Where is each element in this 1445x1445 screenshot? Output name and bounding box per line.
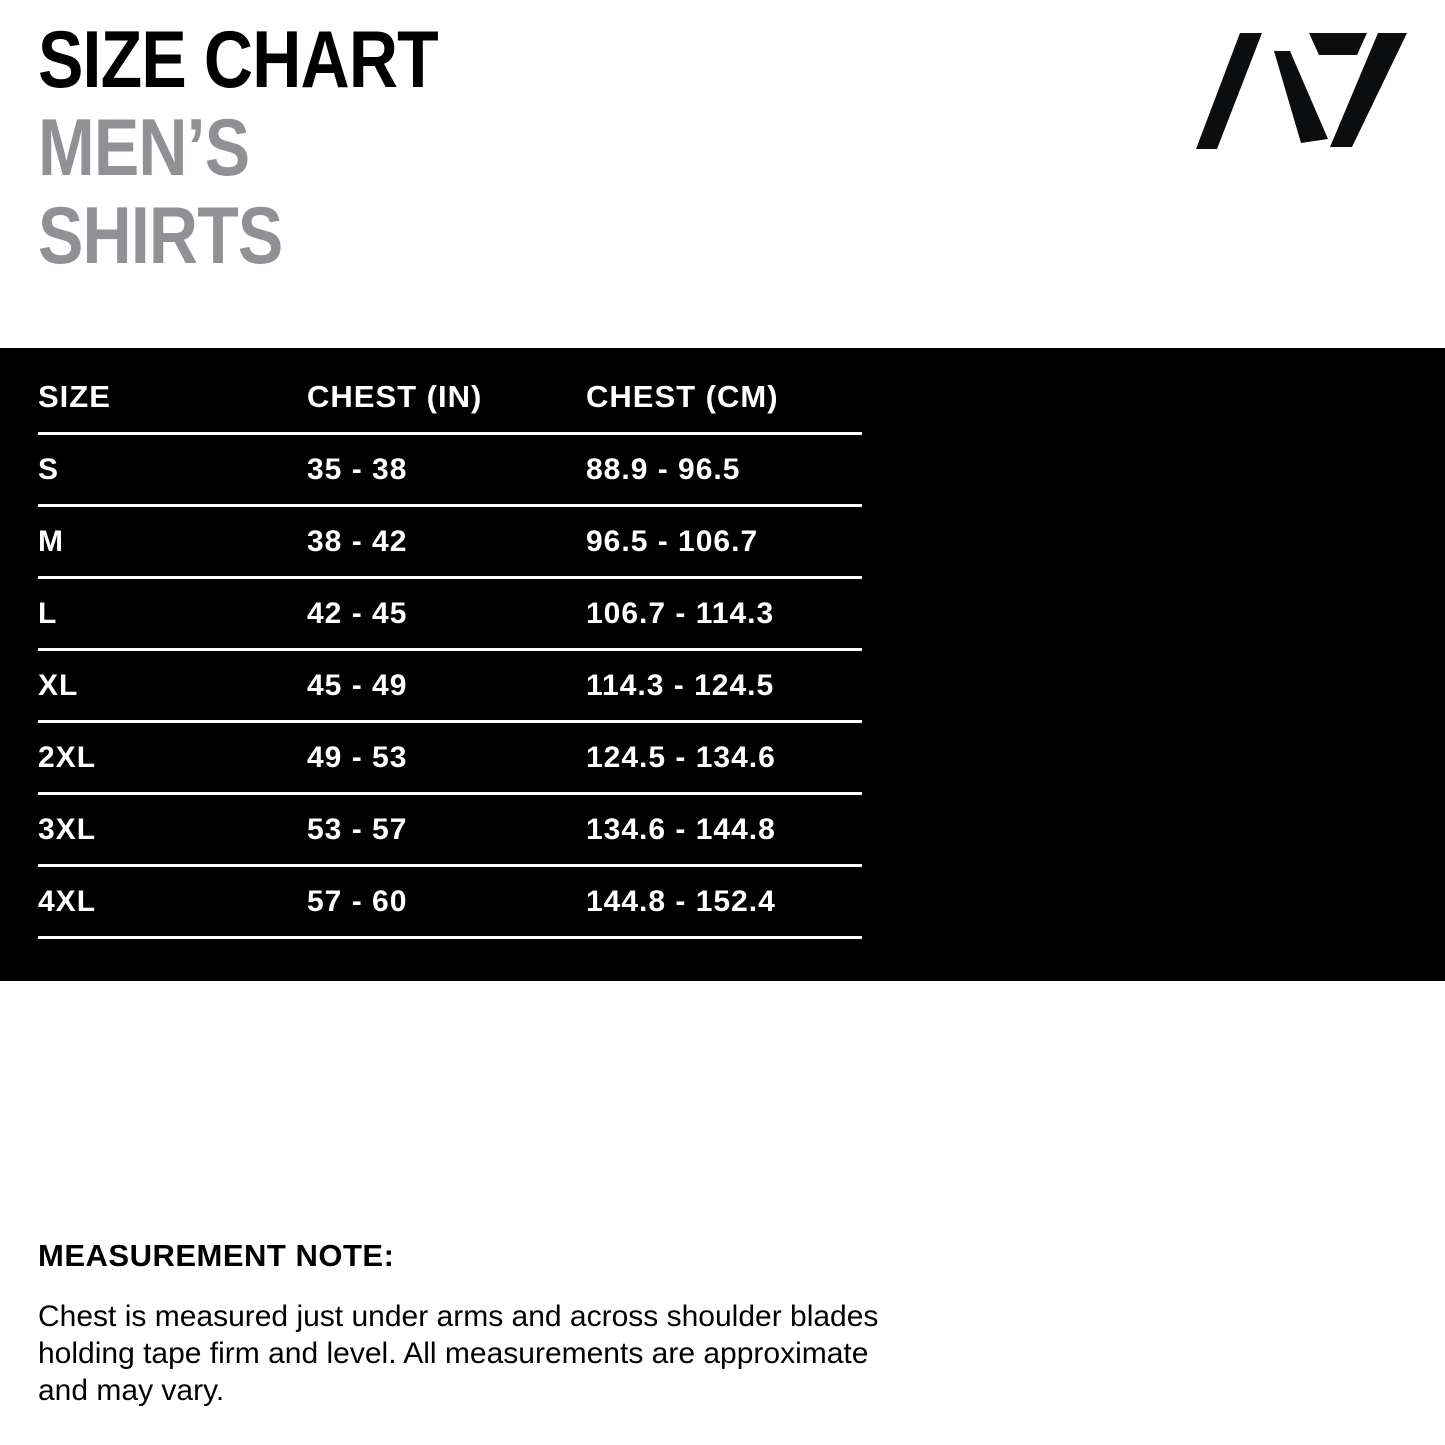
chest-cm-cell: 144.8 - 152.4 xyxy=(586,884,776,918)
chest-in-cell: 42 - 45 xyxy=(307,596,408,630)
size-cell: S xyxy=(38,452,60,486)
column-header-size: SIZE xyxy=(38,379,111,414)
table-row-xl xyxy=(38,651,862,723)
column-header-chest-in: CHEST (IN) xyxy=(307,379,483,414)
table-header-row xyxy=(38,348,862,435)
note-line: Chest is measured just under arms and across shoulder blades xyxy=(38,1300,879,1333)
chest-in-cell: 57 - 60 xyxy=(307,884,408,918)
size-cell: L xyxy=(38,596,58,630)
chest-cm-cell: 134.6 - 144.8 xyxy=(586,812,776,846)
measurement-note-body xyxy=(38,1298,878,1409)
chest-cm-cell: 88.9 - 96.5 xyxy=(586,452,741,486)
size-cell: M xyxy=(38,524,64,558)
table-row-2xl xyxy=(38,723,862,795)
chest-cm-cell: 106.7 - 114.3 xyxy=(586,596,775,630)
measurement-note xyxy=(38,1238,878,1409)
subtitle-category: MEN’S xyxy=(38,103,250,193)
subtitle-garment: SHIRTS xyxy=(38,191,283,281)
size-cell: 4XL xyxy=(38,884,97,918)
chest-cm-cell: 114.3 - 124.5 xyxy=(586,668,775,702)
column-header-chest-cm: CHEST (CM) xyxy=(586,379,779,414)
table-row-l xyxy=(38,579,862,651)
table-row-m xyxy=(38,507,862,579)
chest-in-cell: 35 - 38 xyxy=(307,452,408,486)
size-cell: XL xyxy=(38,668,79,702)
chest-cm-cell: 96.5 - 106.7 xyxy=(586,524,759,558)
size-cell: 3XL xyxy=(38,812,97,846)
chest-in-cell: 38 - 42 xyxy=(307,524,408,558)
table-row-3xl xyxy=(38,795,862,867)
note-line: and may vary. xyxy=(38,1374,225,1407)
page-title: SIZE CHART xyxy=(38,15,438,105)
chest-in-cell: 53 - 57 xyxy=(307,812,408,846)
chest-cm-cell: 124.5 - 134.6 xyxy=(586,740,776,774)
a7-logo-icon xyxy=(1195,33,1408,150)
table-row-4xl xyxy=(38,867,862,939)
chest-in-cell: 45 - 49 xyxy=(307,668,408,702)
size-table-panel xyxy=(0,348,1445,981)
title-block xyxy=(38,16,514,280)
chest-in-cell: 49 - 53 xyxy=(307,740,408,774)
size-table xyxy=(38,348,862,939)
size-cell: 2XL xyxy=(38,740,97,774)
table-row-s xyxy=(38,435,862,507)
note-line: holding tape firm and level. All measurements are approximate xyxy=(38,1337,869,1370)
measurement-note-heading: MEASUREMENT NOTE: xyxy=(38,1238,395,1273)
